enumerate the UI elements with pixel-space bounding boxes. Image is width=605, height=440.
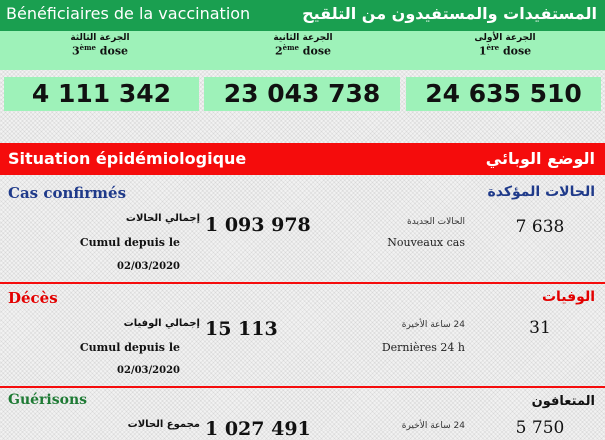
confirmed-new-label-fr: Nouveaux cas (387, 236, 465, 249)
recoveries-new-label-ar: 24 ساعة الأخيرة (401, 421, 465, 431)
confirmed-title-fr: Cas confirmés (8, 184, 127, 202)
deaths-new-label-ar: 24 ساعة الأخيرة (401, 320, 465, 330)
confirmed-cumul-ar: إجمالي الحالات (125, 213, 200, 224)
recoveries-new-value: 5 750 (515, 418, 565, 438)
confirmed-total: 1 093 978 (205, 214, 311, 236)
epi-title-ar: الوضع الوبائي (485, 149, 595, 168)
deaths-cumul-fr: Cumul depuis le (79, 341, 180, 354)
banner-title-ar: المستفيدات والمستفيدون من التلقيح (302, 4, 597, 23)
dose-3-value: 4 111 342 (31, 79, 172, 108)
dose-1-label-ar: الجرعة الأولى (474, 33, 536, 43)
confirmed-cumul-date: 02/03/2020 (117, 261, 180, 272)
dose-3-label-fr: 3ème dose (71, 43, 129, 58)
confirmed-cumul-fr: Cumul depuis le (79, 236, 180, 249)
epi-title-fr: Situation épidémiologique (8, 149, 247, 168)
section-divider (0, 386, 605, 388)
dose-1-label-fr: 1ère dose (478, 43, 532, 58)
dose-3-header (5, 33, 195, 59)
banner-title-fr: Bénéficiaires de la vaccination (6, 4, 251, 23)
recoveries-title-ar: المتعافون (531, 394, 595, 409)
dose-1-header (410, 33, 600, 59)
dose-2-header (208, 33, 398, 59)
deaths-cumul-date: 02/03/2020 (117, 365, 180, 376)
section-divider (0, 282, 605, 284)
recoveries-cumul-ar: مجموع الحالات (127, 419, 200, 430)
deaths-total: 15 113 (205, 318, 278, 340)
dose-2-label-fr: 2ème dose (274, 43, 332, 58)
dose-3-label-ar: الجرعة الثالثة (70, 33, 130, 43)
confirmed-title-ar: الحالات المؤكدة (487, 184, 595, 200)
deaths-title-fr: Décès (8, 289, 58, 307)
recoveries-title-fr: Guérisons (8, 392, 88, 408)
dose-2-label-ar: الجرعة الثانية (273, 33, 333, 43)
dose-1-value: 24 635 510 (425, 79, 582, 108)
confirmed-new-label-ar: الحالات الجديدة (407, 217, 465, 227)
deaths-title-ar: الوفيات (541, 289, 595, 305)
recoveries-total: 1 027 491 (205, 418, 311, 440)
confirmed-new-value: 7 638 (515, 217, 565, 237)
dose-2-value: 23 043 738 (223, 79, 381, 108)
deaths-new-label-fr: Dernières 24 h (381, 341, 465, 354)
deaths-cumul-ar: إجمالي الوفيات (123, 318, 200, 329)
deaths-new-value: 31 (529, 318, 551, 338)
